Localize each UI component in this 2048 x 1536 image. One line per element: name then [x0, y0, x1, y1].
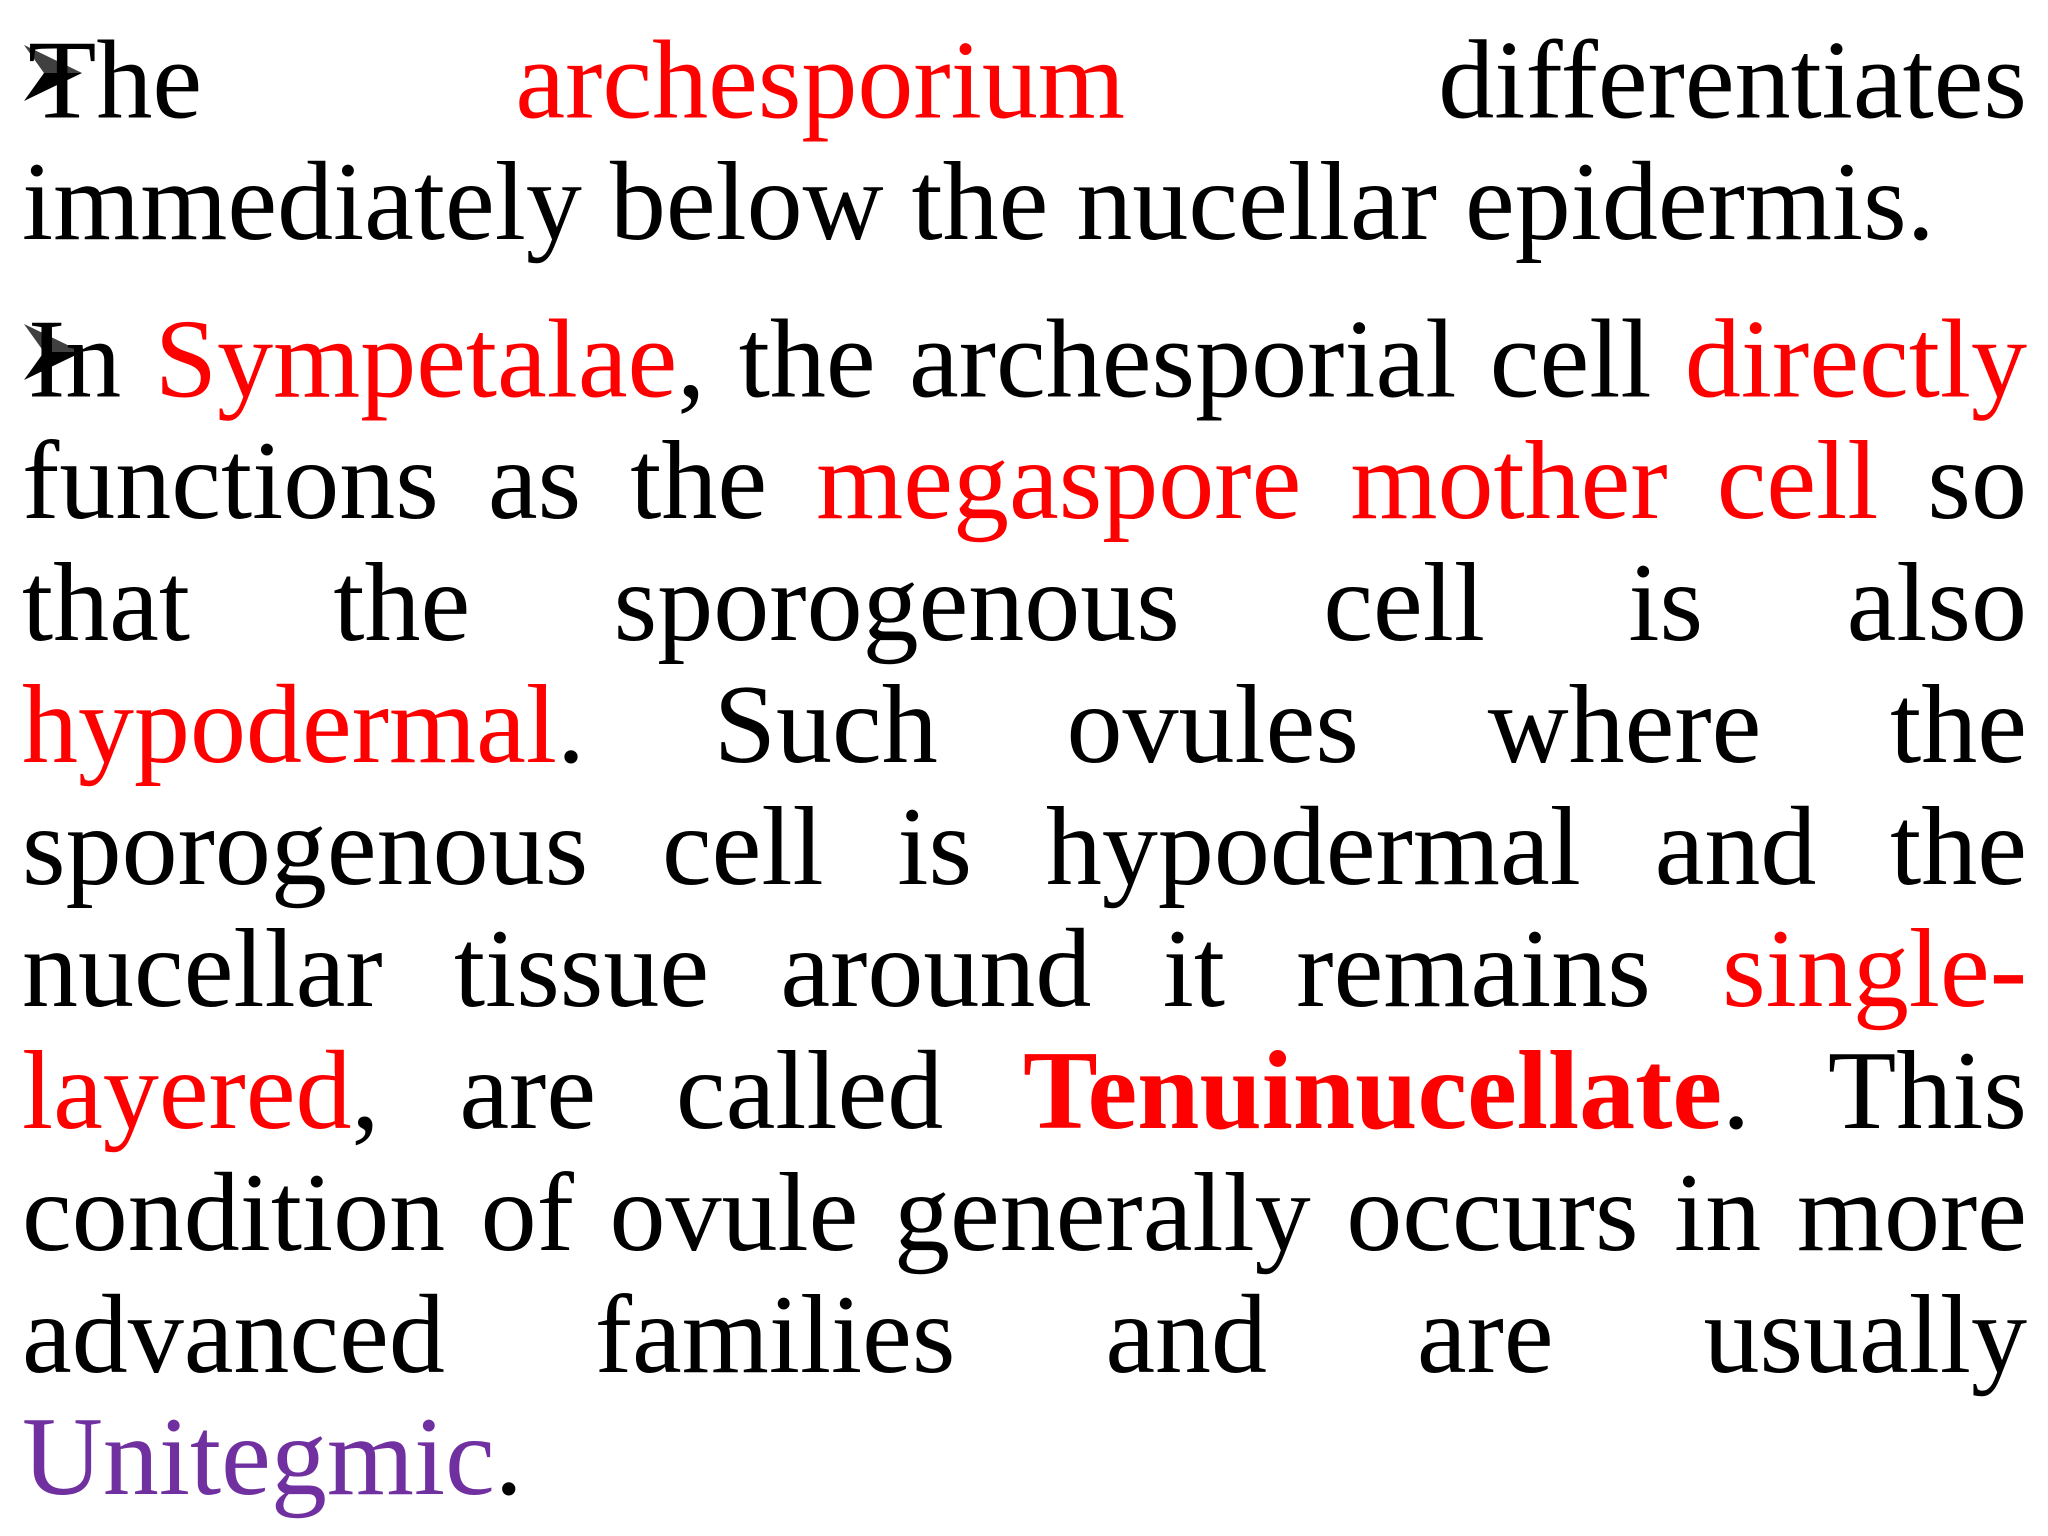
text-segment: The: [28, 18, 516, 143]
text-segment: , are called: [351, 1029, 1024, 1154]
term-single-layered: single-layered: [22, 907, 2027, 1154]
term-hypodermal: hypodermal: [22, 663, 557, 788]
text-segment: . Such ovules where the sporogenous cell is hypodermal and the nucellar tissue around it remains: [22, 663, 2027, 1032]
text-segment: In: [28, 297, 155, 422]
term-tenuinucellate: Tenuinucellate: [1023, 1029, 1723, 1154]
term-directly: directly: [1684, 297, 2027, 422]
text-segment: functions as the: [22, 419, 817, 544]
text-segment: , the archesporial cell: [677, 297, 1685, 422]
text-segment: . This condition of ovule generally occurs in more advanced families and are usually: [22, 1029, 2027, 1398]
term-sympetalae: Sympetalae: [154, 297, 678, 422]
text-segment: so that the sporogenous cell is also: [22, 419, 2027, 666]
text-segment: .: [494, 1395, 523, 1520]
term-megaspore-mother-cell: megaspore mother cell: [816, 419, 1879, 544]
term-unitegmic: Unitegmic: [22, 1395, 495, 1520]
text-segment: differentiates immediately below the nucellar epidermis.: [22, 18, 2027, 265]
term-archesporium: archesporium: [515, 18, 1125, 143]
bullet-sympetalae: [22, 285, 2027, 1518]
bullet-archesporium: [22, 6, 2027, 263]
